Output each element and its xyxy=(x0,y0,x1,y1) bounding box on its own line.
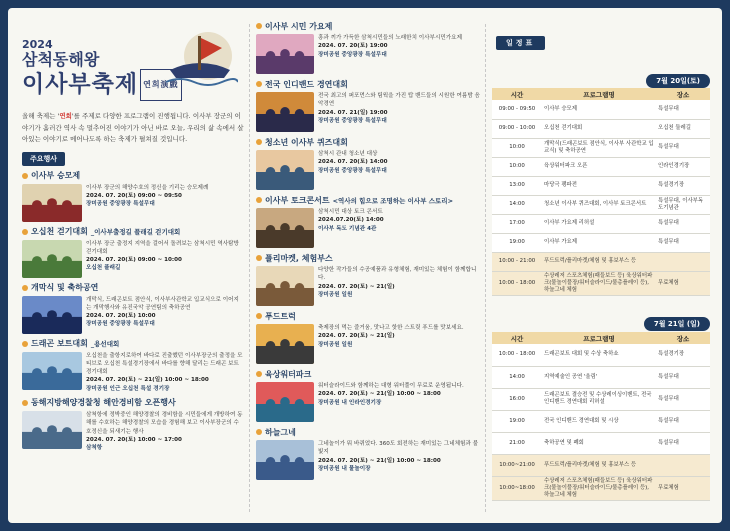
bullet-icon xyxy=(22,229,28,235)
event-date: 2024. 07. 20(토) 09:00 ~ 10:00 xyxy=(86,257,182,264)
row-time: 09:00 - 10:00 xyxy=(492,119,542,138)
event-date: 2024. 07. 20(토) 14:00 xyxy=(318,159,388,166)
more-events-list xyxy=(256,20,482,480)
row-program: 수상레저 스포츠체험(패들보드 등) 육상워터파크(물놀이풀장/워터슬라이드/물총플레이 등), 하늘그네 체험 xyxy=(542,476,656,500)
event-subtitle: _이사부출정길 플래길 걷기대회 xyxy=(90,228,181,236)
event-photo xyxy=(256,150,314,190)
event-title: 육상워터파크 xyxy=(256,368,482,380)
schedule-row xyxy=(492,100,710,119)
row-time: 19:00 xyxy=(492,410,542,432)
event-place: 장미공원 내 인라인경기장 xyxy=(318,399,382,406)
row-time: 10:00~18:00 xyxy=(492,476,542,500)
bullet-icon xyxy=(256,139,262,145)
row-program: 축하공연 및 폐회 xyxy=(542,432,656,454)
row-place: 특설무대 xyxy=(656,410,710,432)
time-header: 시간 xyxy=(492,88,542,100)
event-date: 2024. 07. 21(일) 19:00 xyxy=(318,109,388,116)
event-description: 개막식, 드래곤보트 점안식, 이사부사관학교 입교식으로 이어지는 개막행사와 유진국악 공연팀의 축하공연 xyxy=(86,296,239,311)
event-place: 장미공원 중앙광장 특설무대 xyxy=(318,117,387,124)
row-time: 10:00 xyxy=(492,138,542,157)
event-photo xyxy=(22,352,82,390)
row-time: 21:00 xyxy=(492,432,542,454)
schedule-row xyxy=(492,476,710,500)
event-item xyxy=(256,194,482,248)
row-time: 09:00 - 09:50 xyxy=(492,100,542,119)
row-program: 청소년 이사부 퀴즈대회, 이사부 토크콘서트 xyxy=(542,195,656,214)
column-divider xyxy=(485,24,486,512)
bullet-icon xyxy=(256,197,262,203)
event-title: 이사부 시민 가요제 xyxy=(256,20,482,32)
event-item xyxy=(256,136,482,190)
bullet-icon xyxy=(256,371,262,377)
time-header: 시간 xyxy=(492,332,542,344)
event-date: 2024. 07. 20(토) ~ 21(일) xyxy=(318,333,395,340)
festival-title-main: 이사부축제 연희演戲 xyxy=(22,69,244,101)
event-title: 하늘그네 xyxy=(256,426,482,438)
row-program: 오십천 걷기대회 xyxy=(542,119,656,138)
schedule-row xyxy=(492,195,710,214)
event-description: 축제장의 먹는 즐거움, 맛나고 핫한 스트릿 푸드를 맛보세요. xyxy=(318,325,464,331)
event-item xyxy=(256,20,482,74)
event-photo xyxy=(256,382,314,422)
schedule-row xyxy=(492,366,710,388)
event-date: 2024. 07. 20(토) ~ 21(일) 10:00 ~ 18:00 xyxy=(86,377,209,384)
event-description: 흥과 끼가 가득한 삼척시민들의 노래한치 이사부시민가요제 xyxy=(318,35,462,41)
schedule-title: 일정표 xyxy=(496,36,545,50)
brochure-page xyxy=(8,8,722,523)
day1-label: 7월 20일(토) xyxy=(646,74,710,88)
row-program: 지역예술인 공연 '울림' xyxy=(542,366,656,388)
column-divider xyxy=(249,24,250,512)
row-time: 19:00 xyxy=(492,233,542,252)
row-program: 이사부 가요제 리허설 xyxy=(542,214,656,233)
schedule-row xyxy=(492,214,710,233)
event-photo xyxy=(256,34,314,74)
row-program: 전국 인디밴드 경연대회 및 시상 xyxy=(542,410,656,432)
event-place: 삼척항 xyxy=(86,445,103,452)
bullet-icon xyxy=(22,341,28,347)
event-place: 장미공원 내 물놀이장 xyxy=(318,465,371,472)
schedule-row xyxy=(492,176,710,195)
row-program: 육상워터파크 오픈 xyxy=(542,157,656,176)
event-place: 오십천 플래길 xyxy=(86,265,121,272)
event-date: 2024. 07. 20(토) 09:00 ~ 09:50 xyxy=(86,192,182,199)
event-photo xyxy=(22,296,82,334)
event-title: 플리마켓, 체험부스 xyxy=(256,252,482,264)
row-time: 10:00 - 21:00 xyxy=(492,252,542,271)
row-place: 특설무대 xyxy=(656,214,710,233)
event-item xyxy=(22,397,244,452)
program-header: 프로그램명 xyxy=(542,88,656,100)
event-photo xyxy=(256,208,314,248)
event-place: 이사부 독도 기념관 4관 xyxy=(318,225,377,232)
event-date: 2024. 07. 20(토) 10:00 ~ 17:00 xyxy=(86,436,182,443)
section-heading-main-events: 주요행사 xyxy=(22,152,65,166)
place-header: 장소 xyxy=(656,332,710,344)
event-item xyxy=(256,310,482,364)
day2-schedule-table xyxy=(492,332,710,501)
event-description: 이사부 장군의 해양수호의 정신을 기리는 승모제례 xyxy=(86,184,209,191)
row-program: 마당극 팽파전 xyxy=(542,176,656,195)
bullet-icon xyxy=(256,313,262,319)
event-place: 장미공원 인근 오십천 특설 경기장 xyxy=(86,385,170,392)
row-program: 드래곤보트 대회 및 수상 축하쇼 xyxy=(542,344,656,366)
schedule-row xyxy=(492,271,710,295)
row-time: 16:00 xyxy=(492,388,542,410)
bullet-icon xyxy=(256,429,262,435)
schedule-row xyxy=(492,252,710,271)
row-place: 특설무대 xyxy=(656,100,710,119)
event-date: 2024. 07. 20(토) 10:00 xyxy=(86,313,156,320)
event-title: 오십천 걷기대회 _이사부출정길 플래길 걷기대회 xyxy=(22,226,244,238)
row-time: 14:00 xyxy=(492,195,542,214)
place-header: 장소 xyxy=(656,88,710,100)
schedule-row xyxy=(492,157,710,176)
bullet-icon xyxy=(22,173,28,179)
event-title: 드래곤 보트대회 _용선대회 xyxy=(22,338,244,350)
day2-label: 7월 21일 (일) xyxy=(644,317,710,331)
day1-schedule-table xyxy=(492,88,710,296)
event-photo xyxy=(256,324,314,364)
row-place xyxy=(656,252,710,271)
program-header: 프로그램명 xyxy=(542,332,656,344)
bullet-icon xyxy=(256,255,262,261)
event-date: 2024. 07. 20(토) 19:00 xyxy=(318,43,388,50)
bullet-icon xyxy=(256,81,262,87)
row-place: 무료체험 xyxy=(656,271,710,295)
row-place: 특설무대 xyxy=(656,388,710,410)
row-time: 10:00~21:00 xyxy=(492,454,542,476)
row-program: 푸드트럭/플리마켓/체험 및 홍보부스 등 xyxy=(542,252,656,271)
event-place: 장미공원 일원 xyxy=(318,291,353,298)
row-time: 10:00 - 18:00 xyxy=(492,344,542,366)
schedule-row xyxy=(492,138,710,157)
schedule-row xyxy=(492,454,710,476)
intro-emphasis: 연희 xyxy=(59,112,72,120)
event-title: 전국 인디밴드 경연대회 xyxy=(256,78,482,90)
event-place: 장미공원 중앙광장 특설무대 xyxy=(86,201,155,208)
event-photo xyxy=(256,92,314,132)
schedule-row xyxy=(492,410,710,432)
row-program: 개막식(드래곤보트 점안식, 이사부 사관학교 입교식) 및 축하공연 xyxy=(542,138,656,157)
event-photo xyxy=(256,266,314,306)
event-description: 이사부 장군 출정지 지역을 걸어서 돌려보는 삼척시민 역사탐방 걷기대회 xyxy=(86,240,239,255)
row-program: 수상레저 스포츠체험(패들보드 등) 육상워터파크(물놀이풀장/워터슬라이드/물총플레이 등), 하늘그네 체험 xyxy=(542,271,656,295)
row-place: 인라인경기장 xyxy=(656,157,710,176)
event-title: 이사부 토크콘서트 <역사의 힘으로 조명하는 이사부 스토리> xyxy=(256,194,482,206)
event-description: 그네놀이가 뭐 바뀌었다. 360도 회전하는 재미있는 그네체험과 불빛지 xyxy=(318,441,478,456)
event-photo xyxy=(22,184,82,222)
main-events-list xyxy=(22,170,244,453)
event-item xyxy=(256,426,482,480)
event-photo xyxy=(22,240,82,278)
schedule-row xyxy=(492,119,710,138)
row-place: 특설경기장 xyxy=(656,344,710,366)
event-description: 워터슬라이드와 함께하는 대형 워터풀이 무료로 운영됩니다. xyxy=(318,383,464,389)
event-date: 2024. 07. 20(토) ~ 21(일) 10:00 ~ 18:00 xyxy=(318,457,441,464)
event-title: 동해지방해양경찰청 해안경비함 오픈행사 xyxy=(22,397,244,409)
event-subtitle: _용선대회 xyxy=(90,340,120,348)
row-time: 13:00 xyxy=(492,176,542,195)
intro-paragraph: 올해 축제는 '연희'를 주제로 다양한 프로그램이 진행됩니다. 이사부 장군의 이야기가 흘러간 역사 속 멀추어진 이야기가 아닌 바로 오늘, 우리의 삶 속에서 살아있는 이야기로 메어나도록 하는 축제가 펼쳐질 것입니다. xyxy=(22,112,244,143)
row-place: 특설무대, 이사부독도기념관 xyxy=(656,195,710,214)
event-title: 청소년 이사부 퀴즈대회 xyxy=(256,136,482,148)
festival-title-top: 삼척동해왕 xyxy=(22,50,100,69)
event-item xyxy=(22,226,244,278)
event-item xyxy=(22,282,244,334)
event-description: 삼척시민 대상 토크 콘서트 xyxy=(318,209,383,215)
row-program: 이사부 가요제 xyxy=(542,233,656,252)
row-place: 특설무대 xyxy=(656,138,710,157)
event-subtitle: <역사의 힘으로 조명하는 이사부 스토리> xyxy=(332,196,454,205)
row-place: 특설무대 xyxy=(656,233,710,252)
bullet-icon xyxy=(256,23,262,29)
left-column xyxy=(22,16,244,516)
event-item xyxy=(22,170,244,222)
schedule-row xyxy=(492,233,710,252)
event-description: 오십천을 출항지로하여 바다로 진출했던 이사부장군의 출정을 모티브로 오십천 특설경기장에서 바다를 향해 달리는 드래곤 보트 경기대회 xyxy=(86,352,243,376)
festival-year: 2024 xyxy=(22,38,53,51)
event-photo xyxy=(256,440,314,480)
event-description: 다양한 작가들의 수공예품과 유형체험, 재미있는 체험이 함께합니다. xyxy=(318,267,477,282)
event-place: 장미공원 중앙광장 특설무대 xyxy=(318,51,387,58)
row-time: 17:00 xyxy=(492,214,542,233)
schedule-row xyxy=(492,388,710,410)
row-program: 푸드트럭/플리마켓/체험 및 홍보부스 등 xyxy=(542,454,656,476)
row-place: 무료체험 xyxy=(656,476,710,500)
event-item xyxy=(256,368,482,422)
event-place: 장미공원 일원 xyxy=(318,341,353,348)
event-title: 푸드트럭 xyxy=(256,310,482,322)
event-place: 장미공원 중앙광장 특설무대 xyxy=(318,167,387,174)
row-place xyxy=(656,454,710,476)
row-time: 10:00 xyxy=(492,157,542,176)
bullet-icon xyxy=(22,400,28,406)
row-program: 이사부 승모제 xyxy=(542,100,656,119)
theme-badge: 연희演戲 xyxy=(140,69,181,101)
row-place: 특설경기장 xyxy=(656,176,710,195)
row-place: 특설무대 xyxy=(656,432,710,454)
bullet-icon xyxy=(22,285,28,291)
schedule-row xyxy=(492,432,710,454)
schedule-row xyxy=(492,344,710,366)
row-time: 14:00 xyxy=(492,366,542,388)
row-program: 드래곤보트 결승전 및 수상레이싱이벤트, 전국 인디밴드 경연대회 리허설 xyxy=(542,388,656,410)
event-date: 2024. 07. 20(토) ~ 21(일) 10:00 ~ 18:00 xyxy=(318,391,441,398)
row-place: 특설무대 xyxy=(656,366,710,388)
schedule-column xyxy=(488,30,714,510)
event-item xyxy=(22,338,244,393)
event-title: 개막식 및 축하공연 xyxy=(22,282,244,294)
event-item xyxy=(256,78,482,132)
event-title: 이사부 승모제 xyxy=(22,170,244,182)
event-description: 삼척항에 정박중인 해양경찰의 경비함을 시민들에게 개방하여 동해를 수호하는 해양경찰의 모습을 경험해 보고 이사부장군의 수호정신을 되새기는 행사 xyxy=(86,411,243,435)
event-description: 전국 최고의 퍼포먼스와 팀웍을 가진 탑 밴드들의 시원한 여름밤 음악경연 xyxy=(318,93,480,108)
row-time: 10:00 - 18:00 xyxy=(492,271,542,295)
event-description: 삼척시 관내 청소년 대상 xyxy=(318,151,378,157)
event-date: 2024. 07. 20(토) ~ 21(일) xyxy=(318,283,395,290)
row-place: 오십천 둘레길 xyxy=(656,119,710,138)
event-item xyxy=(256,252,482,306)
event-place: 장미공원 중앙광장 특설무대 xyxy=(86,321,155,328)
event-date: 2024.07.20(토) 14:00 xyxy=(318,217,384,224)
middle-column xyxy=(256,16,482,516)
event-photo xyxy=(22,411,82,449)
festival-emblem-illustration xyxy=(160,26,238,88)
